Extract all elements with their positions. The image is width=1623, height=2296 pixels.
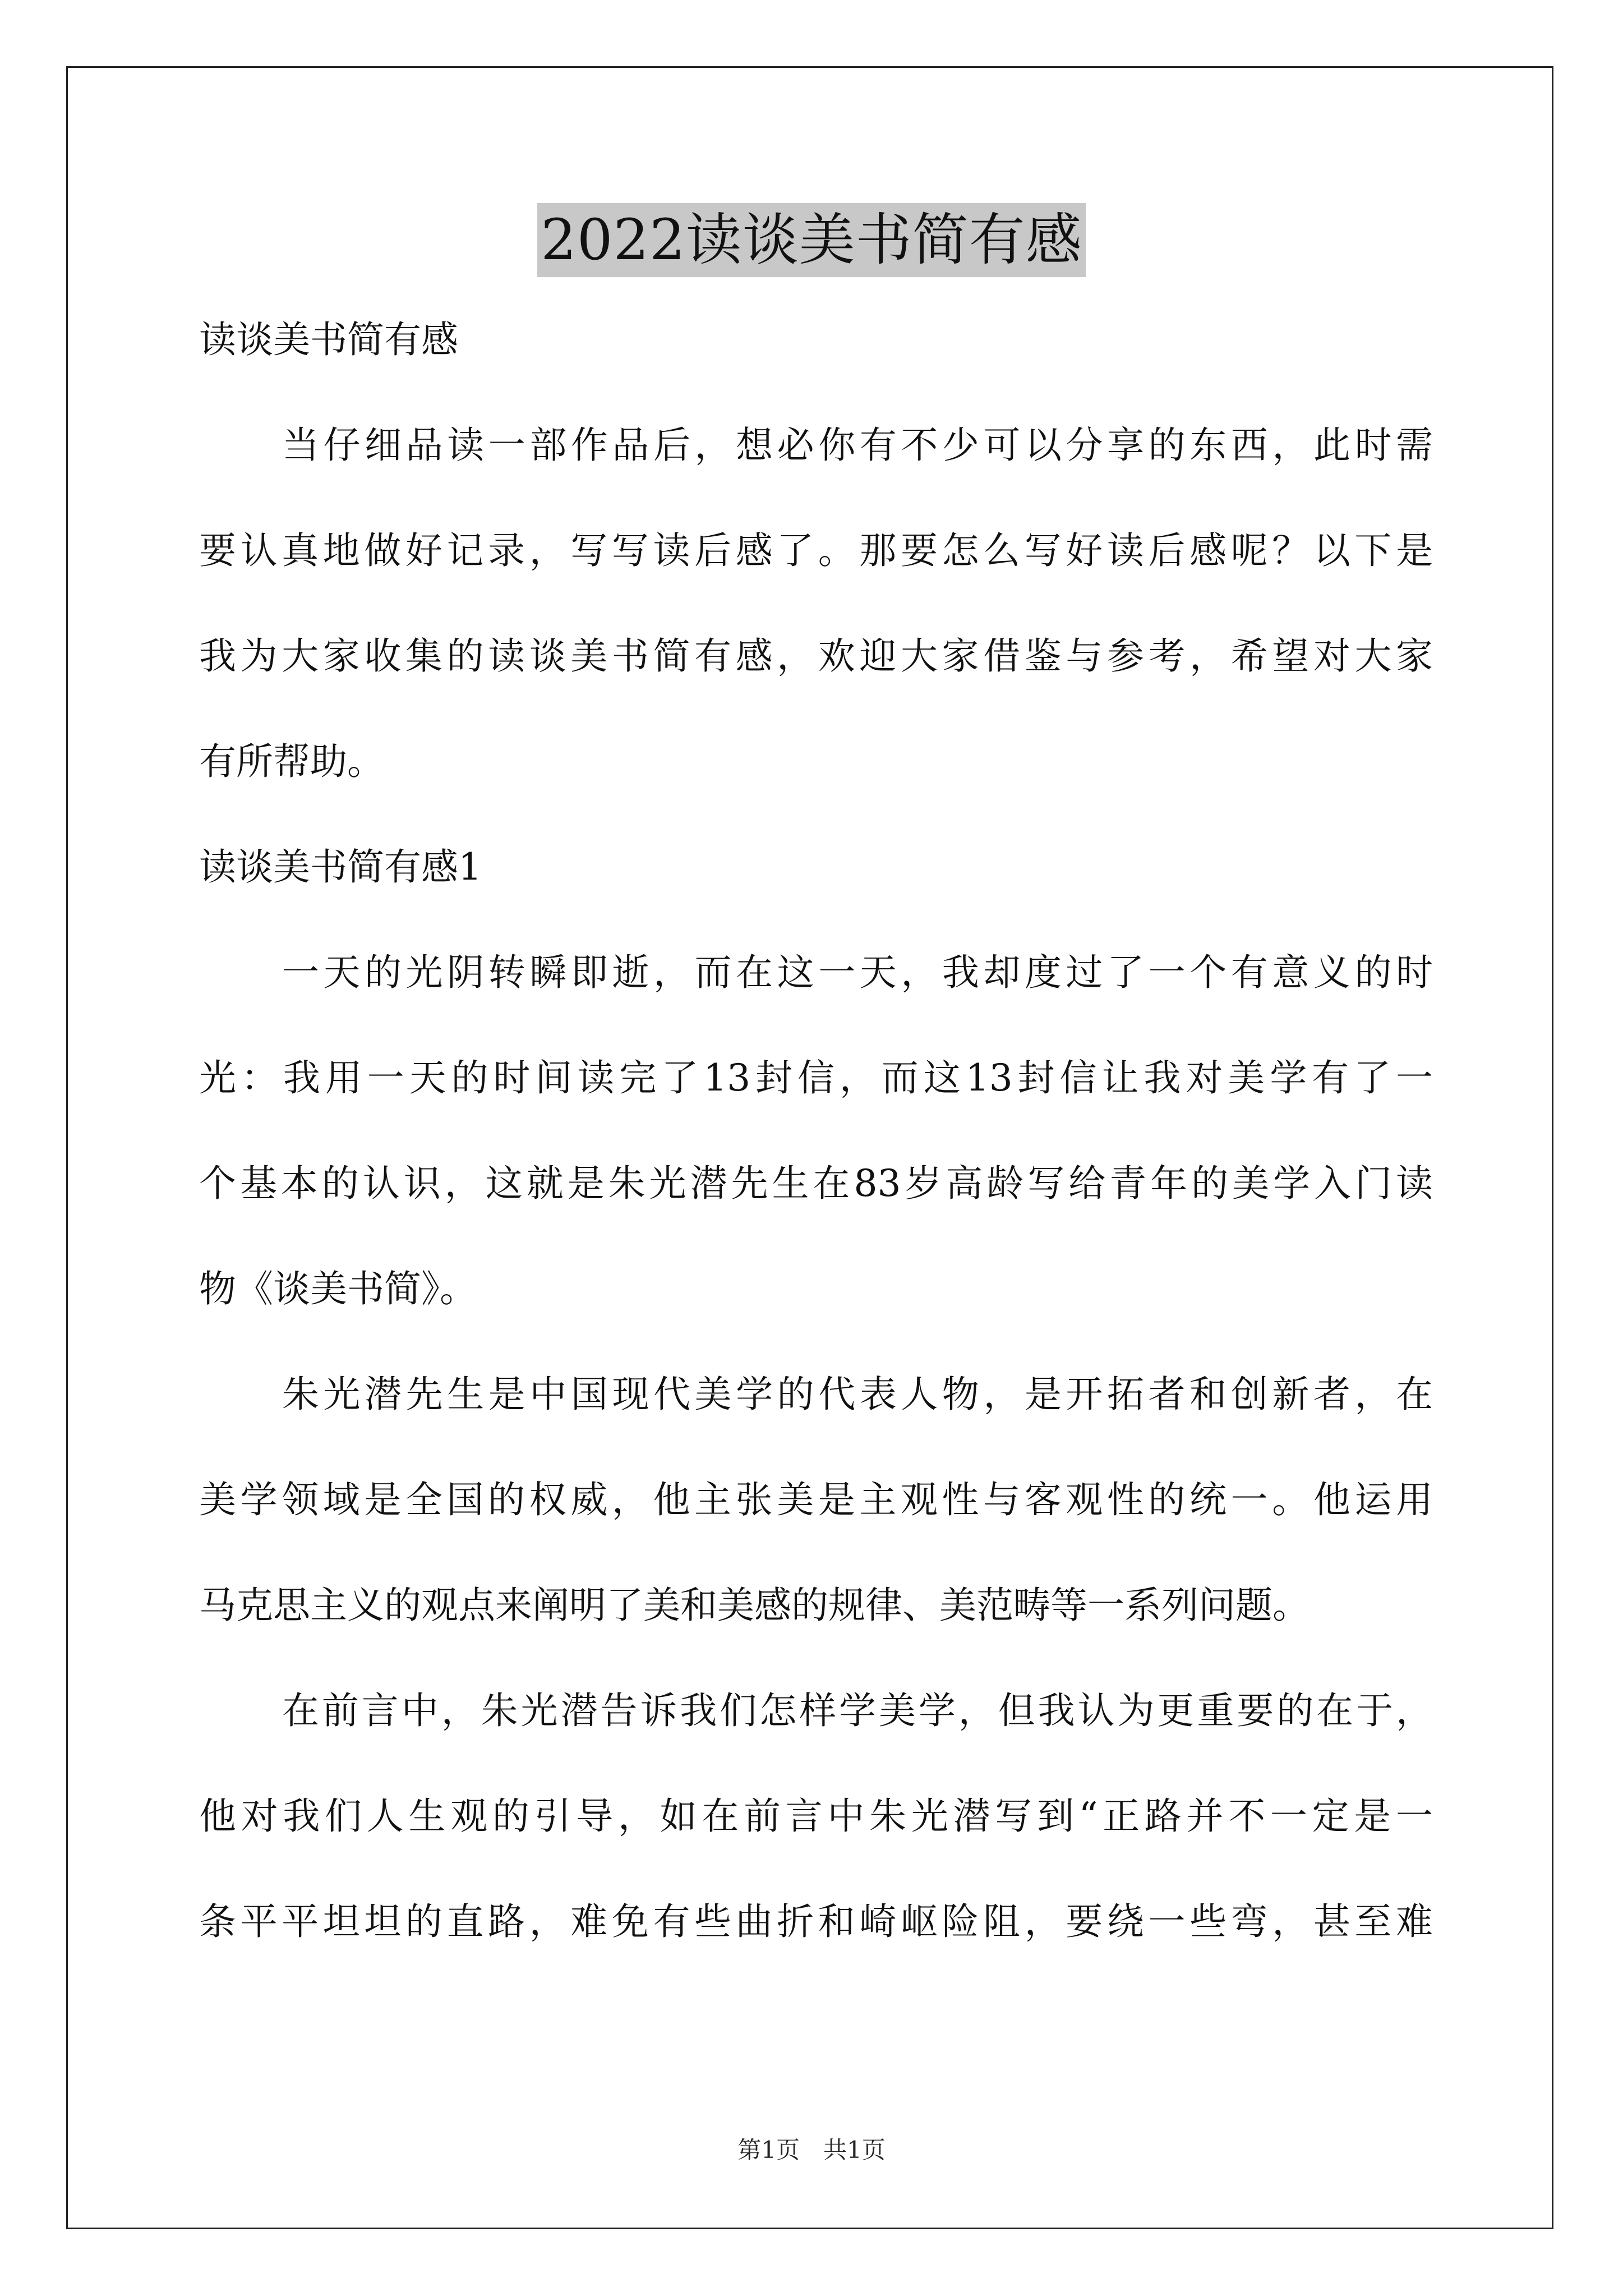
paragraph-line: 光：我用一天的时间读完了13封信，而这13封信让我对美学有了一 xyxy=(199,1056,1433,1099)
paragraph-line: 他对我们人生观的引导，如在前言中朱光潜写到“正路并不一定是一 xyxy=(199,1795,1433,1838)
paragraph-line: 美学领域是全国的权威，他主张美是主观性与客观性的统一。他运用 xyxy=(199,1478,1433,1521)
document-body xyxy=(199,314,1433,1948)
paragraph-line: 物《谈美书简》。 xyxy=(199,1267,477,1310)
intro-line: 有所帮助。 xyxy=(199,740,384,783)
paragraph-line: 个基本的认识，这就是朱光潜先生在83岁高龄写给青年的美学入门读 xyxy=(199,1162,1433,1205)
paragraph-line: 朱光潜先生是中国现代美学的代表人物，是开拓者和创新者，在 xyxy=(282,1373,1433,1416)
paragraph-3 xyxy=(199,1685,1433,1948)
paragraph-line: 条平平坦坦的直路，难免有些曲折和崎岖险阻，要绕一些弯，甚至难 xyxy=(199,1900,1433,1943)
document-title: 2022读谈美书简有感 xyxy=(537,203,1086,277)
intro-line: 当仔细品读一部作品后，想必你有不少可以分享的东西，此时需 xyxy=(282,424,1433,467)
paragraph-2 xyxy=(199,1369,1433,1631)
intro-line: 要认真地做好记录，写写读后感了。那要怎么写好读后感呢？以下是 xyxy=(199,529,1433,572)
subtitle: 读谈美书简有感 xyxy=(199,318,458,361)
paragraph-1 xyxy=(199,947,1433,1315)
paragraph-line: 马克思主义的观点来阐明了美和美感的规律、美范畴等一系列问题。 xyxy=(199,1584,1310,1627)
section-heading: 读谈美书简有感1 xyxy=(199,845,482,889)
title-container xyxy=(0,203,1623,277)
page-number-footer: 第1页 共1页 xyxy=(737,2136,886,2164)
paragraph-line: 一天的光阴转瞬即逝，而在这一天，我却度过了一个有意义的时 xyxy=(282,951,1433,994)
intro-line: 我为大家收集的读谈美书简有感，欢迎大家借鉴与参考，希望对大家 xyxy=(199,634,1433,678)
intro-paragraph xyxy=(199,420,1433,788)
paragraph-line: 在前言中，朱光潜告诉我们怎样学美学，但我认为更重要的在于， xyxy=(282,1689,1433,1732)
